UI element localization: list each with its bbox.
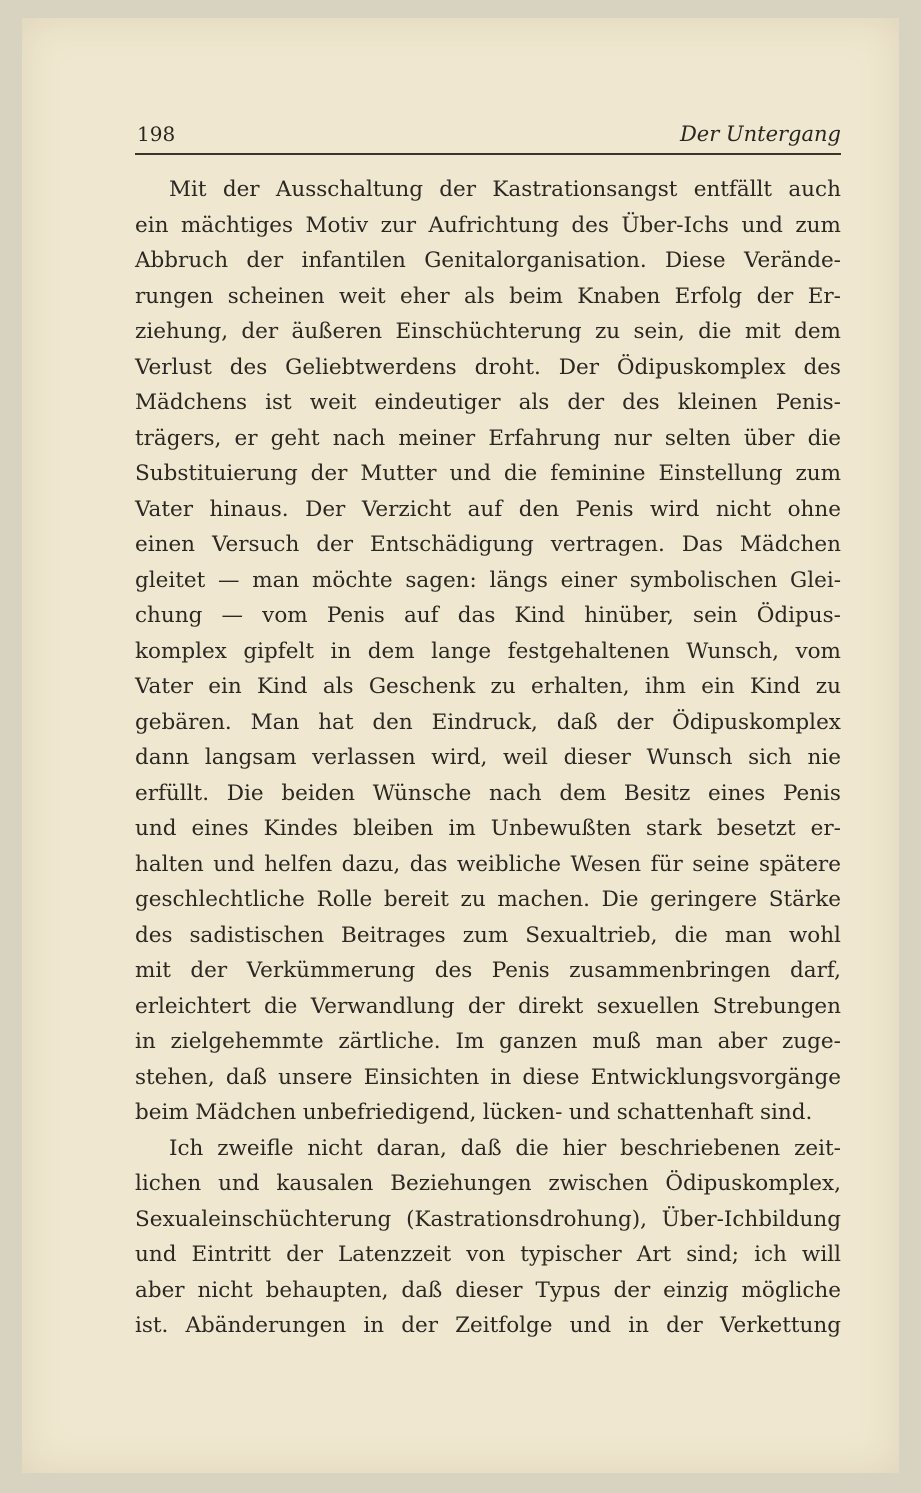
text-line: halten und helfen dazu, das weibliche Wesen für seine spätere [135,851,841,877]
text-line: Vater ein Kind als Geschenk zu erhalten, ihm ein Kind zu [135,674,841,699]
page-number: 198 [137,122,176,146]
text-line: ein mächtiges Motiv zur Aufrichtung des Über-Ichs und zum [135,212,841,238]
text-line: chung — vom Penis auf das Kind hinüber, sein Ödipus- [135,603,841,628]
text-line: Ich zweifle nicht daran, daß die hier beschriebenen zeit- [169,1135,841,1161]
text-line: Verlust des Geliebtwerdens droht. Der Ödipuskomplex des [135,354,841,380]
page-header [135,120,841,154]
header-rule [135,153,841,155]
text-line: gleitet — man möchte sagen: längs einer symbolischen Glei- [135,567,841,593]
text-line: trägers, er geht nach meiner Erfahrung nur selten über die [135,425,841,451]
text-line: dann langsam verlassen wird, weil dieser Wunsch sich nie [135,745,841,770]
text-line: beim Mädchen unbefriedigend, lücken- und schattenhaft sind. [135,1100,813,1125]
text-line: mit der Verkümmerung des Penis zusammenbringen darf, [135,958,841,983]
text-line: Substituierung der Mutter und die feminine Einstellung zum [135,461,841,486]
text-line: komplex gipfelt in dem lange festgehaltenen Wunsch, vom [135,638,841,664]
text-line: rungen scheinen weit eher als beim Knaben Erfolg der Er- [135,283,841,309]
text-line: gebären. Man hat den Eindruck, daß der Ödipuskomplex [135,709,841,735]
text-line: des sadistischen Beitrages zum Sexualtrieb, die man wohl [135,922,841,948]
text-line: erleichtert die Verwandlung der direkt sexuellen Strebungen [135,993,841,1019]
text-line: Mädchens ist weit eindeutiger als der des kleinen Penis- [135,390,841,415]
text-line: ist. Abänderungen in der Zeitfolge und in der Verkettung [135,1313,841,1338]
text-line: einen Versuch der Entschädigung vertragen. Das Mädchen [135,532,841,557]
running-title: Der Untergang [679,122,841,146]
text-line: erfüllt. Die beiden Wünsche nach dem Besitz eines Penis [135,780,841,806]
text-line: Vater hinaus. Der Verzicht auf den Penis wird nicht ohne [135,496,841,522]
text-line: in zielgehemmte zärtliche. Im ganzen muß man aber zuge- [135,1029,841,1054]
text-line: Abbruch der infantilen Genitalorganisation. Diese Verände- [135,248,841,273]
text-line: ziehung, der äußeren Einschüchterung zu sein, die mit dem [135,319,841,344]
text-line: geschlechtliche Rolle bereit zu machen. Die geringere Stärke [135,887,841,912]
text-line: aber nicht behaupten, daß dieser Typus der einzig mögliche [135,1277,841,1303]
text-line: stehen, daß unsere Einsichten in diese Entwicklungsvorgänge [135,1064,841,1090]
text-line: und Eintritt der Latenzzeit von typischer Art sind; ich will [135,1242,841,1267]
body-text [135,172,841,1344]
text-line: Mit der Ausschaltung der Kastrationsangst entfällt auch [169,177,841,202]
text-line: Sexualeinschüchterung (Kastrationsdrohung), Über-Ichbildung [135,1206,841,1232]
text-line: und eines Kindes bleiben im Unbewußten stark besetzt er- [135,816,841,841]
text-line: lichen und kausalen Beziehungen zwischen Ödipuskomplex, [135,1171,841,1196]
